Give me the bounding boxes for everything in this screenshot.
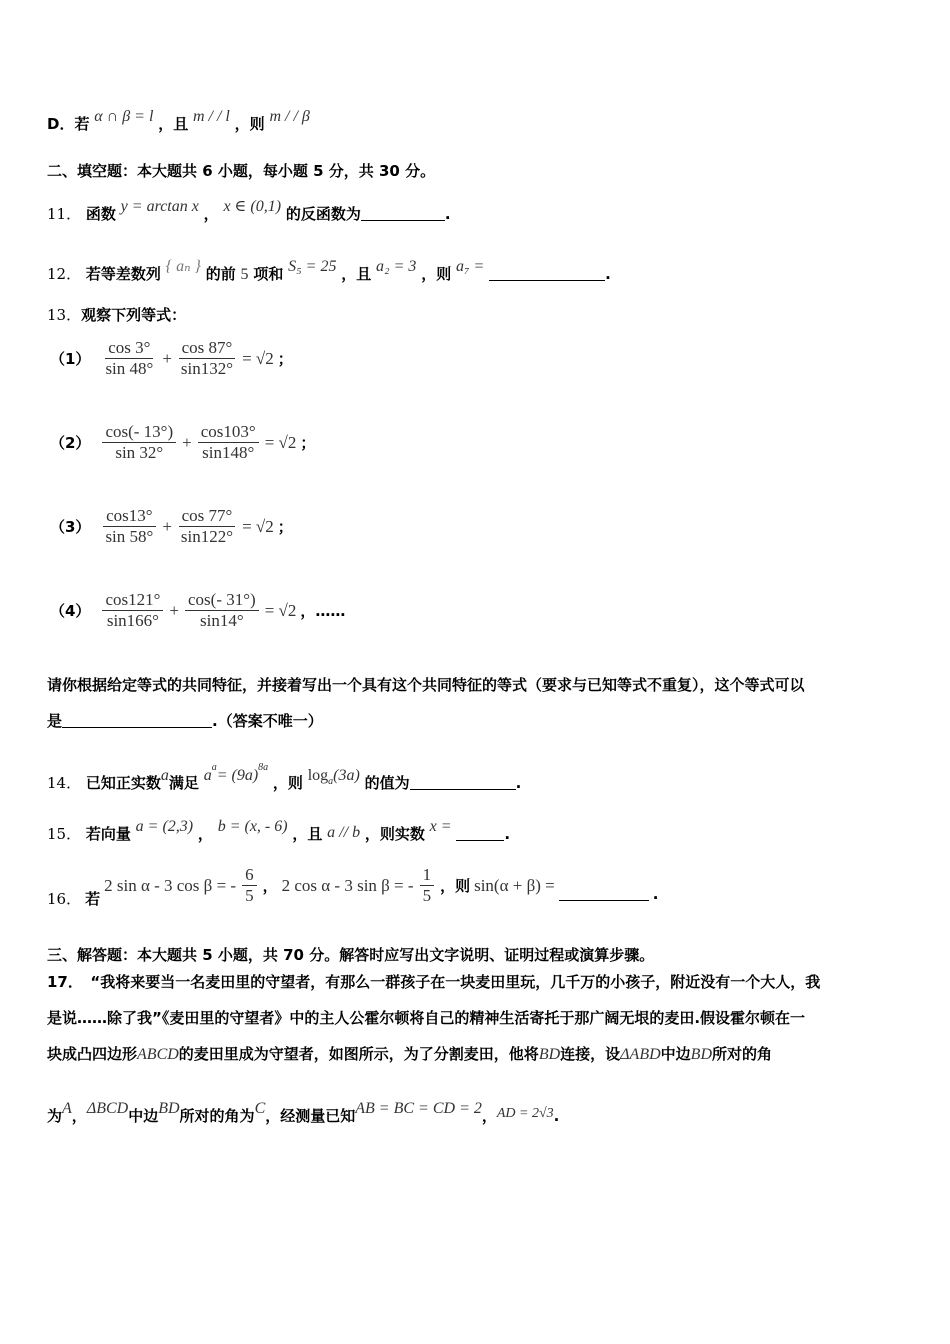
plus-sign: + <box>182 432 192 452</box>
q12-t3: 项和 <box>253 265 284 283</box>
q17-text: 的麦田里成为守望者，如图所示，为了分割麦田，他将 <box>178 1045 539 1063</box>
q13-eq-2 <box>50 422 315 463</box>
q17-line1: 17． “我将来要当一名麦田里的守望者，有那么一群孩子在一块麦田里玩，几千万的小孩子，附近没有一个大人，我 <box>47 973 821 991</box>
q14-t4: 的值为 <box>364 774 410 792</box>
q14-t1: 已知正实数 <box>85 774 161 792</box>
q17-text: ， <box>481 1107 497 1125</box>
q14-t3: ，则 <box>272 774 303 792</box>
section3-title: 三、解答题：本大题共 5 小题，共 70 分。解答时应写出文字说明、证明过程或演算步骤。 <box>47 946 655 964</box>
q13-prompt2: 是 <box>47 712 63 730</box>
q12-t4: ，且 <box>341 265 372 283</box>
q17 <box>47 966 907 1132</box>
q15-num: 15． <box>47 825 82 843</box>
denominator: sin166° <box>106 611 159 630</box>
q13-header <box>47 304 186 326</box>
q12-n: 5 <box>240 266 249 283</box>
option-d <box>47 106 310 135</box>
q17-math-bd: BD <box>690 1046 712 1063</box>
q17-math-c: C <box>254 1100 266 1117</box>
numerator: 6 <box>242 865 257 886</box>
q13-eq-rhs: = √2 <box>264 432 297 452</box>
denominator: sin 32° <box>115 443 164 462</box>
plus-sign: + <box>169 600 179 620</box>
q14-log-base: a <box>328 776 334 787</box>
q15-expr3: a // b <box>327 824 361 841</box>
q17-math-eq2: AD = 2√3 <box>496 1106 554 1121</box>
q17-math-abcd: ABCD <box>137 1046 179 1063</box>
q13-prompt-line2 <box>47 710 323 732</box>
denominator: sin14° <box>200 611 244 630</box>
q17-text: 中边 <box>660 1045 691 1063</box>
q13-num: 13． <box>47 306 82 324</box>
q17-text: . <box>553 1107 560 1125</box>
q15-t1: 若向量 <box>85 825 131 843</box>
q16-eq3: sin(α + β) = <box>474 875 555 895</box>
numerator: cos(- 31°) <box>185 590 259 611</box>
q14 <box>47 757 521 794</box>
q14-rhs: = (9a) <box>216 767 259 784</box>
q17-text: 块成凸四边形 <box>47 1045 138 1063</box>
q11-expr2: x ∈ (0,1) <box>223 198 282 215</box>
q12-num: 12． <box>47 265 82 283</box>
q17-text: 所对的角 <box>712 1045 773 1063</box>
q13-eq-tail: ； <box>300 434 316 452</box>
q14-exponent1: a <box>211 762 217 773</box>
q17-text: ， <box>71 1107 87 1125</box>
q16-end: . <box>652 884 659 903</box>
q17-text: 连接，设 <box>560 1045 621 1063</box>
fraction <box>102 422 176 463</box>
q13-eq-label: （3） <box>50 518 91 536</box>
q16-eq2: 2 cos α - 3 sin β = - <box>281 875 414 895</box>
q12-t1: 若等差数列 <box>85 265 161 283</box>
numerator: cos 3° <box>105 338 153 359</box>
q14-log-arg: (3a) <box>333 767 360 784</box>
fraction <box>242 865 257 906</box>
q16 <box>47 862 658 909</box>
fraction <box>420 865 435 906</box>
q15-t2: ，且 <box>292 825 323 843</box>
q16-eq1: 2 sin α - 3 cos β = - <box>104 875 237 895</box>
q14-var: a <box>160 767 169 784</box>
q15-answer-blank[interactable] <box>456 826 504 841</box>
q11-t1: 函数 <box>85 205 116 223</box>
q13-eq-tail: ，…… <box>300 602 346 620</box>
plus-sign: + <box>162 348 172 368</box>
section2-title: 二、填空题：本大题共 6 小题，每小题 5 分，共 30 分。 <box>47 162 436 180</box>
option-d-expr2: m / / l <box>192 108 230 125</box>
q13-eq-4 <box>50 590 345 631</box>
q12 <box>47 256 611 286</box>
numerator: cos121° <box>102 590 163 611</box>
q12-expr1: { aₙ } <box>165 258 201 275</box>
q17-math-a: A <box>62 1100 72 1117</box>
q11 <box>47 196 451 225</box>
q14-equation <box>203 762 269 784</box>
q17-text: 中边 <box>128 1107 159 1125</box>
denominator: sin132° <box>180 359 234 378</box>
option-d-mid: ，且 <box>158 115 189 133</box>
q14-answer-blank[interactable] <box>410 775 516 790</box>
q13-answer-blank[interactable] <box>62 713 212 728</box>
q15-expr2: b = (x, - 6) <box>217 818 288 835</box>
option-d-expr1: α ∩ β = l <box>94 108 154 125</box>
q17-math-eq1: AB = BC = CD = 2 <box>355 1100 482 1117</box>
q13-eq-tail: ； <box>277 518 293 536</box>
denominator: sin148° <box>202 443 255 462</box>
q15-t3: ，则实数 <box>364 825 425 843</box>
q11-num: 11． <box>47 205 82 223</box>
q13-t1: 观察下列等式： <box>81 306 187 324</box>
fraction <box>185 590 259 631</box>
q17-math-tri-abd: ΔABD <box>620 1046 661 1063</box>
q16-answer-blank[interactable] <box>559 886 649 901</box>
q14-num: 14． <box>47 774 82 792</box>
q13-prompt3: .（答案不唯一） <box>212 712 323 730</box>
q13-eq-tail: ； <box>277 350 293 368</box>
q13-prompt-line1: 请你根据给定等式的共同特征，并接着写出一个具有这个共同特征的等式（要求与已知等式不重复），这个等式可以 <box>47 676 805 694</box>
denominator: 5 <box>245 886 254 905</box>
fraction <box>198 422 259 463</box>
q13-eq-1 <box>50 338 293 379</box>
q13-eq-label: （4） <box>50 602 91 620</box>
q17-math-bd: BD <box>158 1100 180 1117</box>
q12-end: . <box>605 265 611 283</box>
q14-end: . <box>515 774 522 792</box>
q15-expr1: a = (2,3) <box>135 818 194 835</box>
q13-eq-rhs: = √2 <box>242 348 274 368</box>
numerator: cos(- 13°) <box>102 422 176 443</box>
q17-line3 <box>47 1038 907 1071</box>
fraction <box>102 590 163 631</box>
q16-num: 16． <box>47 890 82 908</box>
q15 <box>47 816 510 845</box>
option-d-label: D．若 <box>47 115 90 133</box>
q11-t2: 的反函数为 <box>285 205 361 223</box>
q11-expr1: y = arctan x <box>120 198 199 215</box>
q15-expr4: x = <box>429 818 452 835</box>
denominator: 5 <box>422 886 432 905</box>
numerator: cos 77° <box>179 506 236 527</box>
fraction <box>102 506 156 547</box>
q17-math-tri-bcd: ΔBCD <box>86 1100 129 1117</box>
q16-t1: 若 <box>85 890 101 908</box>
q16-sep: ， <box>262 877 278 895</box>
q15-end: . <box>504 825 511 843</box>
numerator: cos103° <box>198 422 259 443</box>
q12-expr4: a₇ = <box>455 258 485 275</box>
fraction <box>178 506 236 547</box>
q17-line2: 是说……除了我”《麦田里的守望者》中的主人公霍尔顿将自己的精神生活寄托于那广阔无垠的麦田.假设霍尔顿在一 <box>47 1009 806 1027</box>
q13-eq-3 <box>50 506 293 547</box>
denominator: sin 48° <box>105 359 154 378</box>
denominator: sin 58° <box>105 527 154 546</box>
option-d-then: ，则 <box>234 115 265 133</box>
q15-sep: ， <box>197 825 213 843</box>
q14-log-fn: log <box>307 767 329 784</box>
q11-end: . <box>444 205 451 223</box>
q14-t2: 满足 <box>168 774 199 792</box>
q13-eq-rhs: = √2 <box>242 516 274 536</box>
plus-sign: + <box>162 516 172 536</box>
fraction <box>178 338 236 379</box>
q12-t2: 的前 <box>205 265 236 283</box>
q13-eq-rhs: = √2 <box>264 600 297 620</box>
numerator: cos13° <box>103 506 155 527</box>
q16-t2: ，则 <box>440 877 471 895</box>
q14-exponent2: 8a <box>258 762 269 773</box>
q11-sep: ， <box>203 205 219 223</box>
q13-eq-label: （1） <box>50 350 91 368</box>
q14-log <box>307 766 360 787</box>
q17-text: 为 <box>47 1107 63 1125</box>
q12-expr2: S₅ = 25 <box>288 258 337 275</box>
numerator: cos 87° <box>179 338 236 359</box>
q17-line4 <box>47 1093 907 1132</box>
q17-text: 所对的角为 <box>179 1107 255 1125</box>
option-d-expr3: m / / β <box>269 108 310 125</box>
q11-answer-blank[interactable] <box>361 206 445 221</box>
q17-text: ，经测量已知 <box>265 1107 356 1125</box>
q13-eq-label: （2） <box>50 434 91 452</box>
denominator: sin122° <box>180 527 234 546</box>
q14-base: a <box>203 767 212 784</box>
q12-t5: ，则 <box>421 265 452 283</box>
q12-answer-blank[interactable] <box>489 266 605 281</box>
fraction <box>102 338 156 379</box>
q12-expr3: a₂ = 3 <box>376 258 417 275</box>
numerator: 1 <box>420 865 435 886</box>
q17-math-bd: BD <box>538 1046 561 1063</box>
